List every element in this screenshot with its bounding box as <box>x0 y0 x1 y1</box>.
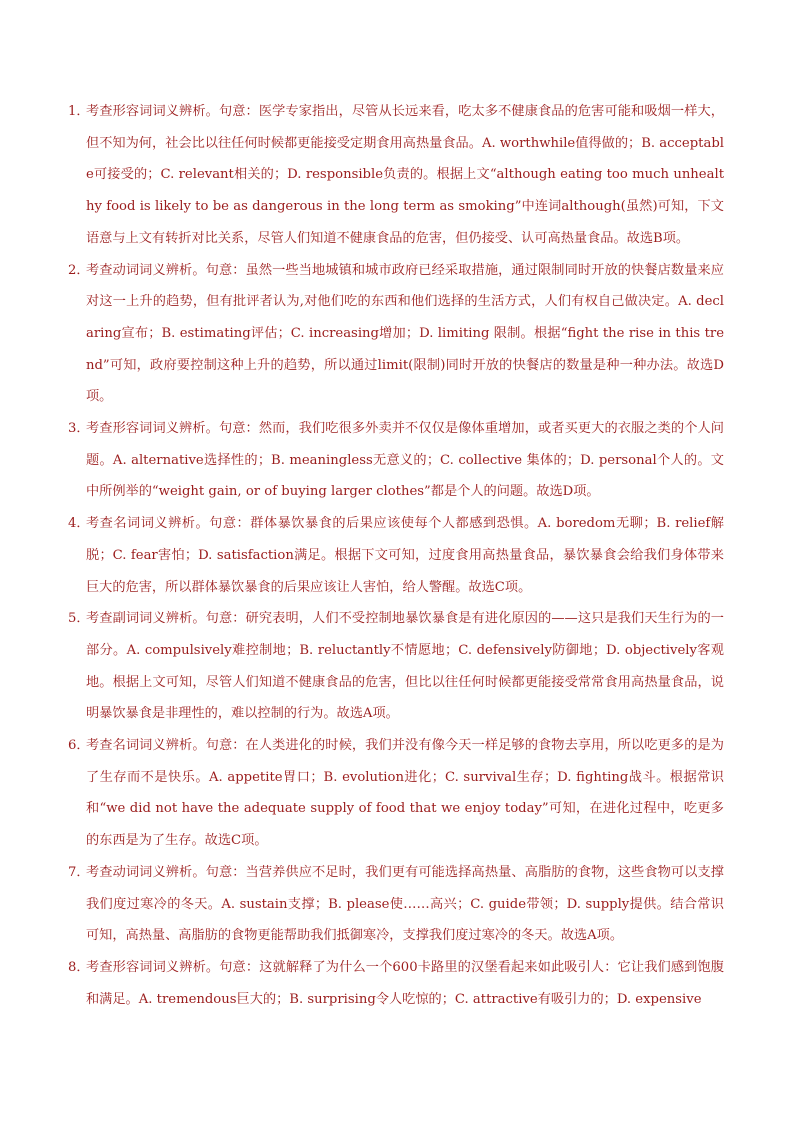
answer-explanations <box>68 96 724 1015</box>
item-number: 6． <box>68 738 90 754</box>
list-item <box>68 603 724 730</box>
item-text: 考查动词词义辨析。句意：虽然一些当地城镇和城市政府已经采取措施，通过限制同时开放的快餐店数量来应对这一上升的趋势，但有批评者认为,对他们吃的东西和他们选择的生活方式，人们有权自己做决定。A. declaring宣布；B. estimating评估；C. increasing增加；D. limiting 限制。根据“fight the rise in this trend”可知，政府要控制这种上升的趋势，所以通过limit(限制)同时开放的快餐店的数量是种一种办法。故选D项。 <box>86 262 724 405</box>
list-item <box>68 952 724 1015</box>
item-text: 考查副词词义辨析。句意：研究表明，人们不受控制地暴饮暴食是有进化原因的——这只是我们天生行为的一部分。A. compulsively难控制地；B. reluctantly不情愿地；C. defensively防御地；D. objectively客观地。根据上文可知，尽管人们知道不健康食品的危害，但比以往任何时候都更能接受常常食用高热量食品，说明暴饮暴食是非理性的，难以控制的行为。故选A项。 <box>86 611 724 722</box>
item-text: 考查动词词义辨析。句意：当营养供应不足时，我们更有可能选择高热量、高脂肪的食物，这些食物可以支撑我们度过寒冷的冬天。A. sustain支撑；B. please使……高兴；C. guide带领；D. supply提供。结合常识可知，高热量、高脂肪的食物更能帮助我们抵御寒冷，支撑我们度过寒冷的冬天。故选A项。 <box>86 864 724 944</box>
list-item <box>68 255 724 414</box>
item-text: 考查名词词义辨析。句意：群体暴饮暴食的后果应该使每个人都感到恐惧。A. boredom无聊；B. relief解脱；C. fear害怕；D. satisfaction满足。根据下文可知，过度食用高热量食品，暴饮暴食会给我们身体带来巨大的危害，所以群体暴饮暴食的后果应该让人害怕，给人警醒。故选C项。 <box>86 516 724 595</box>
list-item <box>68 730 724 857</box>
list-item <box>68 413 724 508</box>
list-item <box>68 96 724 255</box>
item-text: 考查形容词词义辨析。句意：这就解释了为什么一个600卡路里的汉堡看起来如此吸引人：它让我们感到饱腹和满足。A. tremendous巨大的；B. surprising令人吃惊的；C. attractive有吸引力的；D. expensive <box>86 959 724 1007</box>
item-number: 1． <box>68 104 90 119</box>
item-number: 8． <box>68 959 90 975</box>
list-item <box>68 508 724 603</box>
item-number: 4． <box>68 516 90 532</box>
list-item <box>68 857 724 952</box>
item-number: 2． <box>68 262 90 278</box>
item-text: 考查名词词义辨析。句意：在人类进化的时候，我们并没有像今天一样足够的食物去享用，所以吃更多的是为了生存而不是快乐。A. appetite胃口；B. evolution进化；C. survival生存；D. fighting战斗。根据常识和“we did not have the adequate supply of food that we enjoy today”可知，在进化过程中，吃更多的东西是为了生存。故选C项。 <box>86 738 724 849</box>
item-number: 5． <box>68 611 90 627</box>
item-text: 考查形容词词义辨析。句意：医学专家指出，尽管从长远来看，吃太多不健康食品的危害可能和吸烟一样大，但不知为何，社会比以往任何时候都更能接受定期食用高热量食品。A. worthwhile值得做的；B. acceptable可接受的；C. relevant相关的；D. responsible负责的。根据上文“although eating too much unhealthy food is likely to be as dangerous in the long term as smoking”中连词although(虽然)可知，下文语意与上文有转折对比关系，尽管人们知道不健康食品的危害，但仍接受、认可高热量食品。故选B项。 <box>86 104 724 246</box>
item-number: 7． <box>68 864 90 880</box>
item-text: 考查形容词词义辨析。句意：然而，我们吃很多外卖并不仅仅是像体重增加，或者买更大的衣服之类的个人问题。A. alternative选择性的；B. meaningless无意义的；C. collective 集体的；D. personal个人的。文中所例举的“weight gain, or of buying larger clothes”都是个人的问题。故选D项。 <box>86 421 724 500</box>
item-number: 3． <box>68 421 90 437</box>
